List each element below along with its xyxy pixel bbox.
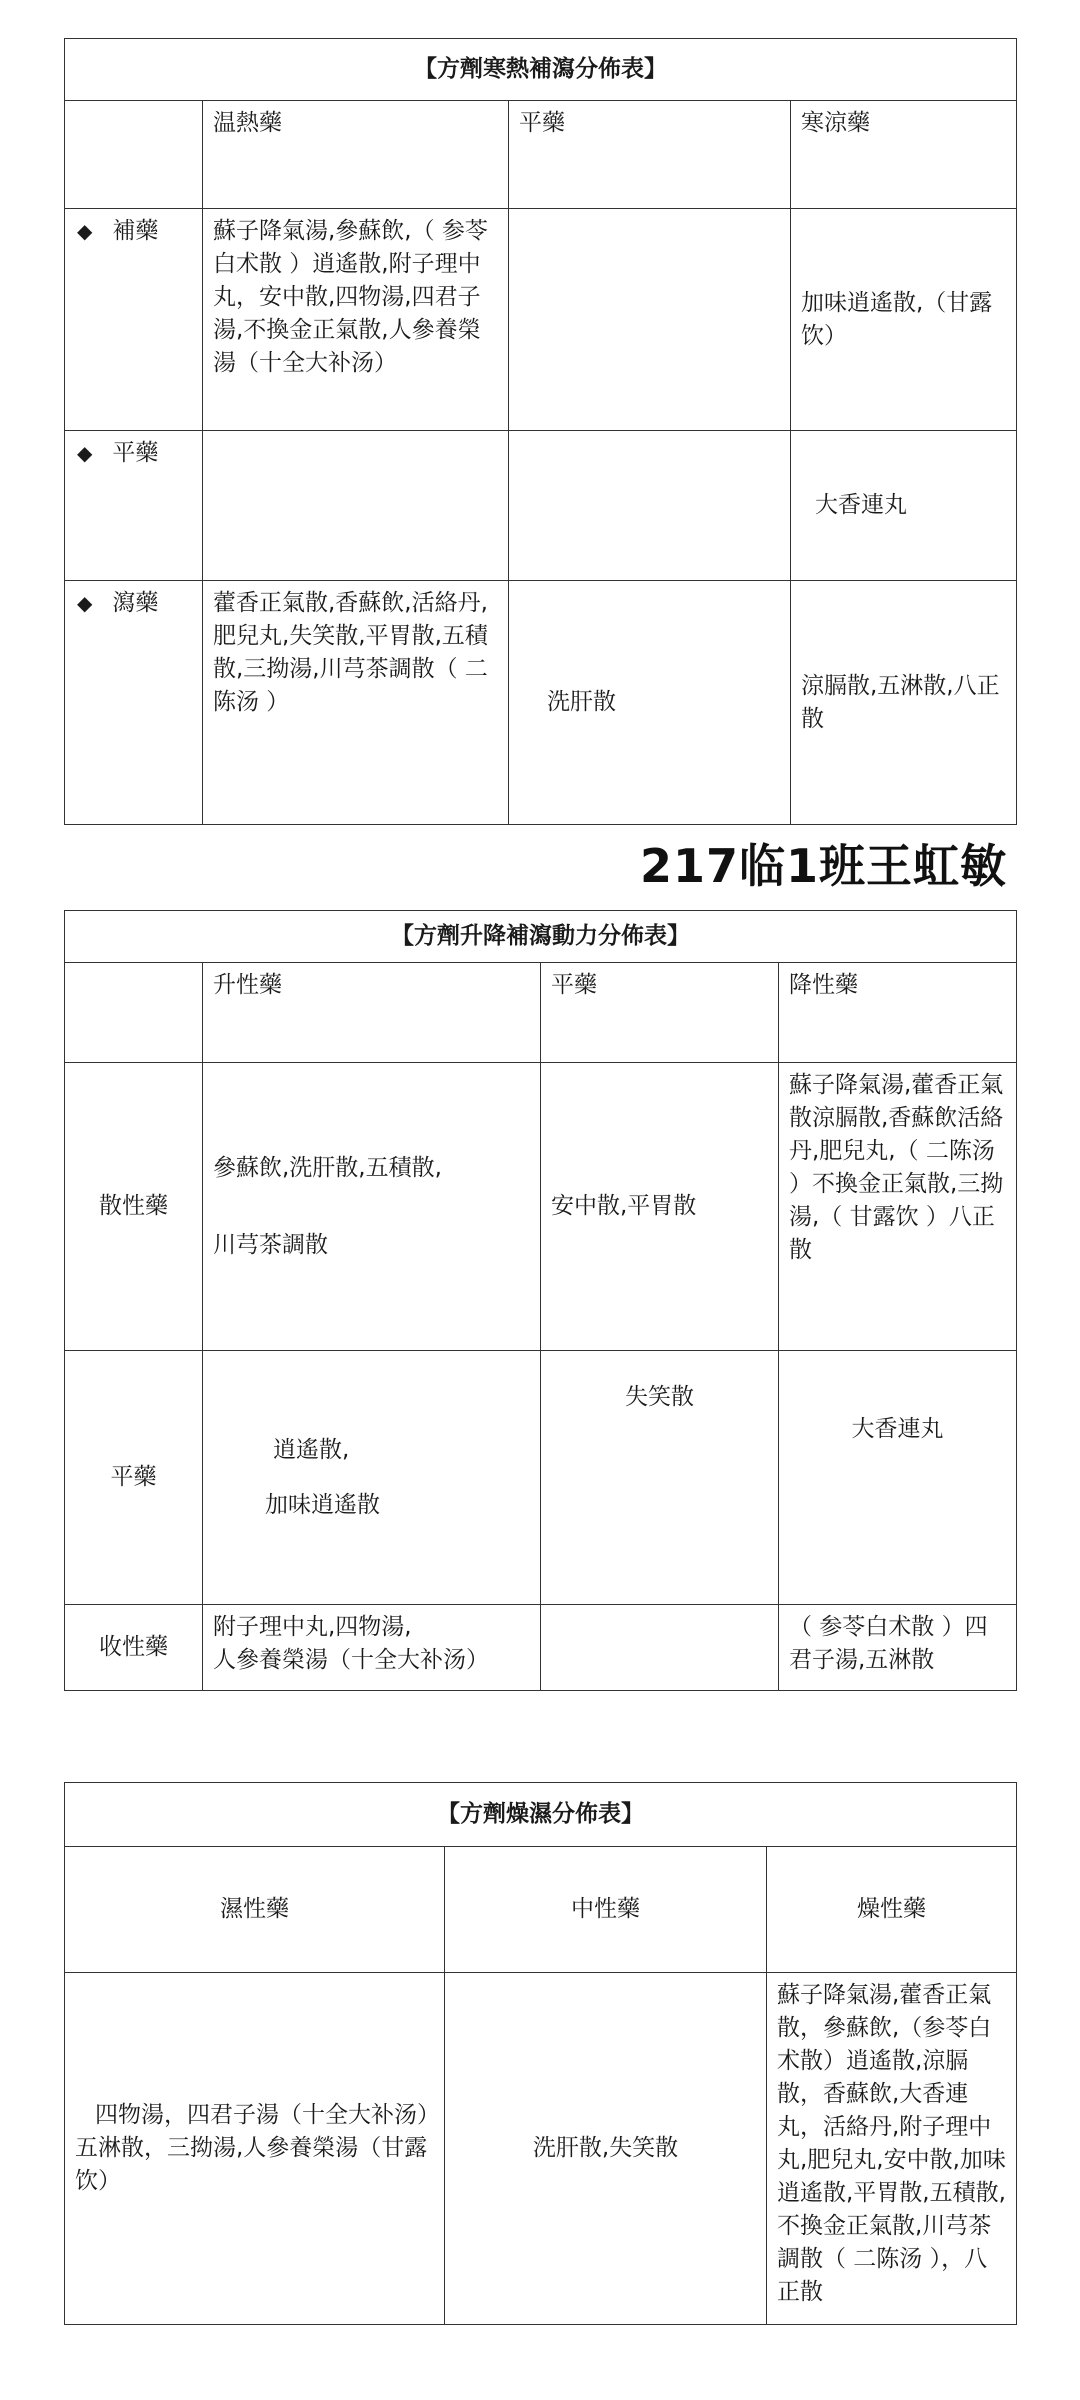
table1-cell: 蘇子降氣湯,參蘇飲,（ 参苓白术散 ）逍遙散,附子理中丸，安中散,四物湯,四君子湯,不換金正氣散,人參養榮湯（十全大补汤） xyxy=(203,209,509,431)
table1-cell: 洗肝散 xyxy=(509,581,791,825)
author-signature: 217临1班王虹敏 xyxy=(640,839,1008,893)
table2-cell: 安中散,平胃散 xyxy=(541,1063,779,1351)
table1-cell xyxy=(509,209,791,431)
table2-header-neutral: 平藥 xyxy=(541,963,779,1063)
table2-row-label: 收性藥 xyxy=(65,1605,203,1691)
table1-cell: 加味逍遙散,（甘露饮） xyxy=(791,209,1017,431)
table3-title: 【方劑燥濕分佈表】 xyxy=(65,1783,1017,1847)
table2-cell: 逍遙散, 加味逍遙散 xyxy=(203,1351,541,1605)
table3-header-dry: 燥性藥 xyxy=(767,1847,1017,1973)
table2-title: 【方劑升降補瀉動力分佈表】 xyxy=(65,911,1017,963)
table1-title: 【方劑寒熱補瀉分佈表】 xyxy=(65,39,1017,101)
table1-cell xyxy=(203,431,509,581)
table2-header-descend: 降性藥 xyxy=(779,963,1017,1063)
table1-cell xyxy=(509,431,791,581)
table1-row-label: ◆ 補藥 xyxy=(65,209,203,431)
diamond-bullet-icon: ◆ xyxy=(77,219,93,243)
table3-header-wet: 濕性藥 xyxy=(65,1847,445,1973)
table3-cell: 洗肝散,失笑散 xyxy=(445,1973,767,2325)
table3-cell: 蘇子降氣湯,藿香正氣散，參蘇飲,（参苓白术散）逍遙散,涼膈散，香蘇飲,大香連丸，活絡丹,附子理中丸,肥兒丸,安中散,加味逍遙散,平胃散,五積散,不換金正氣散,川芎茶調散（ 二陈汤 ），八正散 xyxy=(767,1973,1017,2325)
table2-cell xyxy=(541,1605,779,1691)
cold-heat-table xyxy=(64,38,1017,825)
table1-cell: 大香連丸 xyxy=(791,431,1017,581)
table1-header-neutral: 平藥 xyxy=(509,101,791,209)
table1-row-label: ◆ 瀉藥 xyxy=(65,581,203,825)
table2-cell: 參蘇飲,洗肝散,五積散, 川芎茶調散 xyxy=(203,1063,541,1351)
table1-header-cold: 寒涼藥 xyxy=(791,101,1017,209)
table2-cell: 大香連丸 xyxy=(779,1351,1017,1605)
table1-corner xyxy=(65,101,203,209)
table1-cell: 藿香正氣散,香蘇飲,活絡丹,肥兒丸,失笑散,平胃散,五積散,三拗湯,川芎茶調散（ 二陈汤 ） xyxy=(203,581,509,825)
table2-row-label: 散性藥 xyxy=(65,1063,203,1351)
ascend-descend-table xyxy=(64,910,1017,1691)
table2-cell: 蘇子降氣湯,藿香正氣散涼膈散,香蘇飲活絡丹,肥兒丸,（ 二陈汤 ）不換金正氣散,三拗湯,（ 甘露饮 ）八正散 xyxy=(779,1063,1017,1351)
diamond-bullet-icon: ◆ xyxy=(77,441,93,465)
table1-row-label: ◆ 平藥 xyxy=(65,431,203,581)
table2-corner xyxy=(65,963,203,1063)
table3-header-neutral: 中性藥 xyxy=(445,1847,767,1973)
table2-header-ascend: 升性藥 xyxy=(203,963,541,1063)
dry-wet-table xyxy=(64,1782,1017,2325)
table2-cell: （ 参苓白术散 ）四君子湯,五淋散 xyxy=(779,1605,1017,1691)
table2-cell: 失笑散 xyxy=(541,1351,779,1605)
table1-header-warm: 温熱藥 xyxy=(203,101,509,209)
table1-cell: 涼膈散,五淋散,八正散 xyxy=(791,581,1017,825)
table2-cell: 附子理中丸,四物湯, 人參養榮湯（十全大补汤） xyxy=(203,1605,541,1691)
diamond-bullet-icon: ◆ xyxy=(77,591,93,615)
table3-cell: 四物湯，四君子湯（十全大补汤）五淋散，三拗湯,人參養榮湯（甘露饮） xyxy=(65,1973,445,2325)
table2-row-label: 平藥 xyxy=(65,1351,203,1605)
